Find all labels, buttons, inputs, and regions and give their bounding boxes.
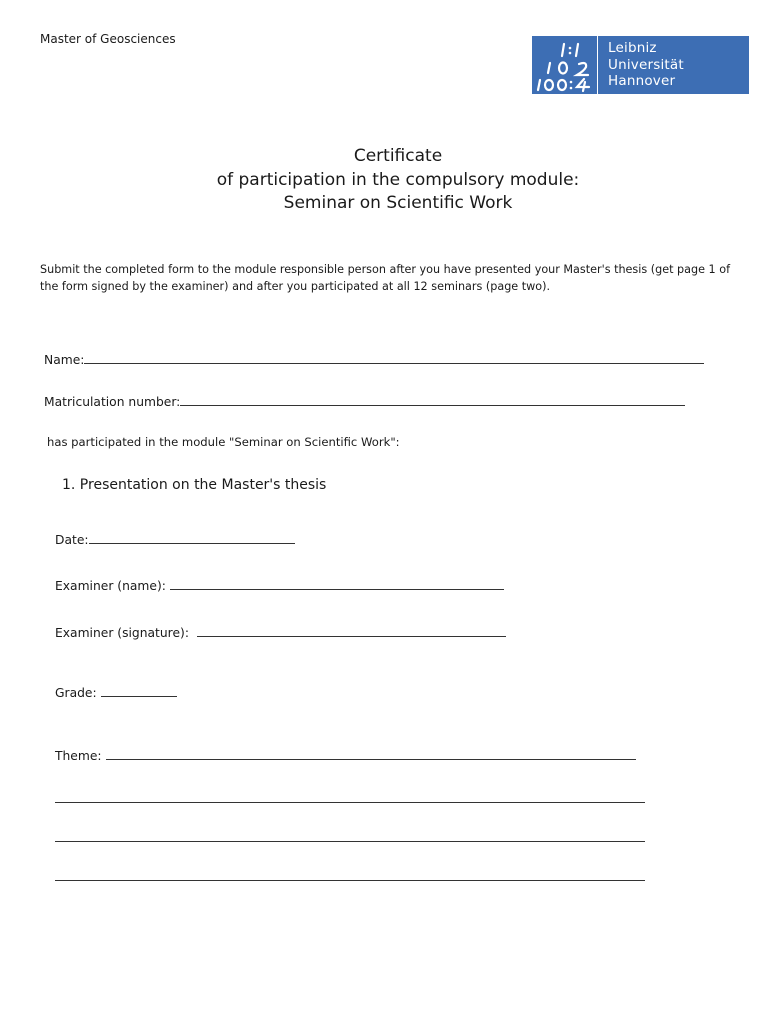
- theme-continuation-line-1[interactable]: [55, 802, 645, 803]
- examiner-signature-input-line[interactable]: [197, 635, 506, 637]
- name-field[interactable]: [44, 353, 704, 367]
- matriculation-label: Matriculation number:: [44, 395, 181, 409]
- title-line-2: of participation in the compulsory module:: [216, 169, 580, 190]
- section-title: 1. Presentation on the Master's thesis: [62, 477, 327, 493]
- date-label: Date:: [55, 533, 89, 547]
- date-input-line[interactable]: [89, 542, 295, 544]
- instructions-text: Submit the completed form to the module responsible person after you have presented your Master's thesis (get page 1 of the form signed by the examiner) and after you participated at all 12 seminars (page two).: [40, 263, 731, 293]
- matriculation-input-line[interactable]: [180, 404, 685, 406]
- name-input-line[interactable]: [84, 362, 704, 364]
- examiner-signature-label: Examiner (signature):: [55, 626, 189, 640]
- examiner-name-field[interactable]: [55, 579, 504, 593]
- title-line-1: Certificate: [353, 146, 443, 166]
- grade-input-line[interactable]: [101, 695, 177, 697]
- logo-text: Leibniz Universität Hannover: [608, 40, 684, 90]
- theme-continuation-line-2[interactable]: [55, 841, 645, 842]
- examiner-signature-field[interactable]: [55, 626, 506, 640]
- theme-field[interactable]: [55, 749, 636, 763]
- document-title: [0, 145, 770, 216]
- grade-field[interactable]: [55, 686, 177, 700]
- program-name: Master of Geosciences: [40, 32, 176, 46]
- matriculation-field[interactable]: [44, 395, 685, 409]
- logo-mark-icon: [532, 36, 598, 94]
- examiner-name-input-line[interactable]: [170, 588, 504, 590]
- title-line-3: Seminar on Scientific Work: [283, 193, 513, 213]
- theme-label: Theme:: [55, 749, 102, 763]
- university-logo: [532, 36, 749, 94]
- participation-statement: has participated in the module "Seminar on Scientific Work":: [47, 435, 400, 449]
- grade-label: Grade:: [55, 686, 97, 700]
- examiner-name-label: Examiner (name):: [55, 579, 166, 593]
- theme-input-line[interactable]: [106, 758, 636, 760]
- date-field[interactable]: [55, 533, 295, 547]
- theme-continuation-line-3[interactable]: [55, 880, 645, 881]
- name-label: Name:: [44, 353, 85, 367]
